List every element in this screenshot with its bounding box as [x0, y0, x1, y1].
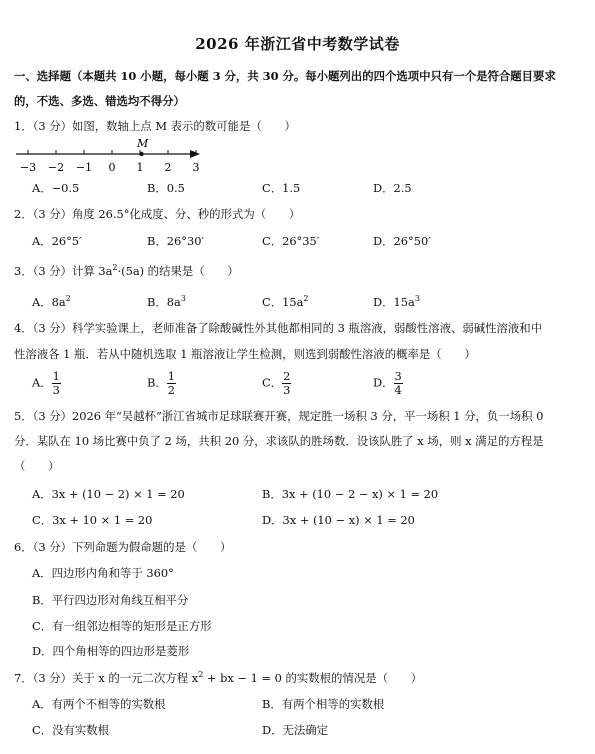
q7-option-a: A．有两个不相等的实数根: [32, 697, 166, 711]
page-title: 2026 年浙江省中考数学试卷: [195, 35, 400, 53]
q1-option-d: D．2.5: [373, 181, 412, 195]
section-heading-line2: 的，不选、多选、错选均不得分）: [14, 94, 185, 108]
q4-option-a: A． $\frac{1}{3}$: [32, 369, 60, 397]
q2-option-d: D．26°50′: [373, 234, 431, 248]
question-3-stem: [14, 263, 239, 279]
q7-stem-part2: + bx − 1 = 0 的实数根的情况是（ ）: [203, 671, 423, 685]
q3-stem-part2: ·(5a) 的结果是（ ）: [117, 264, 239, 278]
q2-option-b: B．26°30′: [147, 234, 205, 248]
number-line-arrow-icon: [190, 150, 200, 158]
q5-option-a: A．3x + (10 − 2) × 1 = 20: [32, 487, 185, 501]
number-line-tick-label: −3: [19, 161, 37, 174]
number-line-tick-label: 3: [192, 161, 200, 174]
q3-stem-part1: 3．（3 分）计算 3a: [14, 264, 113, 278]
q3-option-b: B．$8a^3$: [147, 294, 186, 309]
q3-option-c: C．$15a^2$: [262, 294, 309, 309]
question-4-line1: 4．（3 分）科学实验课上，老师准备了除酸碱性外其他都相同的 3 瓶溶液，弱酸性溶液、弱碱性溶液和中: [14, 321, 543, 335]
q4-option-d: D． $\frac{3}{4}$: [373, 369, 402, 397]
number-line-tick-label: 2: [164, 161, 172, 174]
q7-stem-exponent: 2: [198, 670, 204, 680]
number-line-figure: [14, 137, 214, 176]
q6-option-c: C．有一组邻边相等的矩形是正方形: [32, 619, 212, 633]
q5-option-d: D．3x + (10 − x) × 1 = 20: [262, 513, 415, 527]
number-line-tick-label: 0: [108, 161, 116, 174]
q7-option-c: C．没有实数根: [32, 723, 110, 737]
q6-option-b: B．平行四边形对角线互相平分: [32, 593, 189, 607]
number-line-tick-label: −2: [47, 161, 65, 174]
q6-option-a: A．四边形内角和等于 360°: [32, 566, 174, 580]
question-5-line1: 5．（3 分）2026 年“吴越杯”浙江省城市足球联赛开赛，规定胜一场积 3 分，平一场积 1 分，负一场积 0: [14, 409, 544, 423]
q1-option-b: B．0.5: [147, 181, 185, 195]
section-heading-line1: 一、选择题（本题共 10 小题，每小题 3 分，共 30 分。每小题列出的四个选项中只有一个是符合题目要求: [14, 69, 556, 83]
q3-stem-exponent: 2: [112, 263, 118, 273]
q2-option-a: A．26°5′: [32, 234, 82, 248]
question-6-stem: 6．（3 分）下列命题为假命题的是（ ）: [14, 540, 232, 554]
point-m-dot: [139, 152, 143, 156]
number-line-tick-label: 1: [136, 161, 144, 174]
q5-option-c: C．3x + 10 × 1 = 20: [32, 513, 153, 527]
question-2-stem: 2．（3 分）角度 26.5°化成度、分、秒的形式为（ ）: [14, 207, 301, 221]
question-5-line2: 分．某队在 10 场比赛中负了 2 场，共积 20 分，求该队的胜场数．设该队胜了 x 场，则 x 满足的方程是: [14, 434, 544, 448]
q3-option-d: D．$15a^3$: [373, 294, 420, 309]
q7-option-b: B．有两个相等的实数根: [262, 697, 385, 711]
q1-option-a: A．−0.5: [32, 181, 80, 195]
q3-option-a: A．$8a^2$: [32, 294, 71, 309]
q7-option-d: D．无法确定: [262, 723, 329, 737]
question-5-line3: （ ）: [14, 459, 60, 473]
question-4-line2: 性溶液各 1 瓶．若从中随机选取 1 瓶溶液让学生检测，则选到弱酸性溶液的概率是（ ）: [14, 347, 476, 361]
q4-option-b: B． $\frac{1}{2}$: [147, 369, 176, 397]
q1-option-c: C．1.5: [262, 181, 301, 195]
number-line-tick-label: −1: [75, 161, 93, 174]
question-1-stem: 1．（3 分）如图，数轴上点 M 表示的数可能是（ ）: [14, 119, 296, 133]
q6-option-d: D．四个角相等的四边形是菱形: [32, 644, 190, 658]
q5-option-b: B．3x + (10 − 2 − x) × 1 = 20: [262, 487, 439, 501]
question-7-stem: [14, 670, 422, 686]
point-m-label: M: [137, 137, 149, 150]
q4-option-c: C． $\frac{2}{3}$: [262, 369, 291, 397]
q7-stem-part1: 7．（3 分）关于 x 的一元二次方程 x: [14, 671, 199, 685]
q2-option-c: C．26°35′: [262, 234, 320, 248]
